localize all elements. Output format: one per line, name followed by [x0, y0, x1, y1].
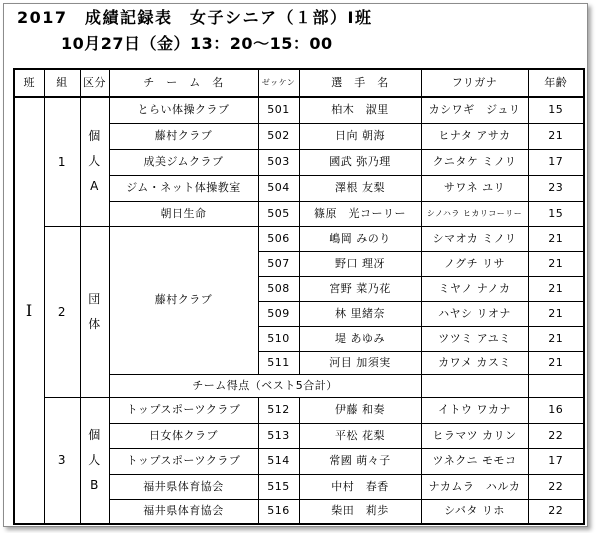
- table-row: [14, 397, 584, 423]
- team-cell: 日女体クラブ: [109, 423, 258, 448]
- age-cell: 23: [528, 175, 584, 201]
- age-cell: 15: [528, 97, 584, 123]
- team-cell: 福井県体育協会: [109, 474, 258, 499]
- zekken-cell: 514: [258, 448, 299, 474]
- header-han: 班: [14, 69, 44, 97]
- athlete-name-cell: 林 里緒奈: [299, 301, 421, 326]
- furigana-cell: ヒラマツ カリン: [421, 423, 528, 448]
- zekken-cell: 516: [258, 499, 299, 524]
- athlete-name-cell: 河目 加須実: [299, 351, 421, 374]
- athlete-name-cell: 日向 朝海: [299, 123, 421, 149]
- zekken-cell: 513: [258, 423, 299, 448]
- age-cell: 22: [528, 499, 584, 524]
- header-kubun: 区分: [80, 69, 109, 97]
- team-cell: とらい体操クラブ: [109, 97, 258, 123]
- kubun-char: 個: [88, 427, 101, 442]
- zekken-cell: 503: [258, 149, 299, 175]
- furigana-cell: サワネ ユリ: [421, 175, 528, 201]
- athlete-name-cell: 篠原 光コーリー: [299, 201, 421, 226]
- furigana-cell: シバタ リホ: [421, 499, 528, 524]
- zekken-cell: 511: [258, 351, 299, 374]
- header-team: チ ー ム 名: [109, 69, 258, 97]
- team-cell: 朝日生命: [109, 201, 258, 226]
- kubun-cell: [80, 226, 109, 397]
- furigana-cell: シマオカ ミノリ: [421, 226, 528, 251]
- kubun-char: A: [90, 179, 99, 194]
- athlete-name-cell: 野口 理冴: [299, 251, 421, 276]
- age-cell: 21: [528, 326, 584, 351]
- zekken-cell: 508: [258, 276, 299, 301]
- athlete-name-cell: 堤 あゆみ: [299, 326, 421, 351]
- table-body: [14, 97, 584, 524]
- kubun-char: 団: [88, 291, 101, 306]
- athlete-name-cell: 平松 花梨: [299, 423, 421, 448]
- athlete-name-cell: 柏木 淑里: [299, 97, 421, 123]
- team-cell: 成美ジムクラブ: [109, 149, 258, 175]
- age-cell: 17: [528, 149, 584, 175]
- furigana-cell: クニタケ ミノリ: [421, 149, 528, 175]
- kubun-cell: [80, 397, 109, 524]
- zekken-cell: 504: [258, 175, 299, 201]
- age-cell: 21: [528, 123, 584, 149]
- event-datetime: 10月27日（金）13：20～15：00: [61, 34, 333, 53]
- header-name: 選 手 名: [299, 69, 421, 97]
- han-cell: Ⅰ: [14, 97, 44, 524]
- page-title: 2017 成績記録表 女子シニア（１部）Ⅰ班: [17, 8, 373, 27]
- age-cell: 21: [528, 301, 584, 326]
- kubun-char: 人: [88, 452, 101, 467]
- kumi-cell: 1: [44, 97, 80, 226]
- zekken-cell: 507: [258, 251, 299, 276]
- header-furigana: フリガナ: [421, 69, 528, 97]
- age-cell: 15: [528, 201, 584, 226]
- zekken-cell: 505: [258, 201, 299, 226]
- kumi-cell: 2: [44, 226, 80, 397]
- team-cell: トップスポーツクラブ: [109, 448, 258, 474]
- zekken-cell: 501: [258, 97, 299, 123]
- team-cell: 福井県体育協会: [109, 499, 258, 524]
- team-cell: トップスポーツクラブ: [109, 397, 258, 423]
- table-row: [14, 226, 584, 251]
- age-cell: 17: [528, 448, 584, 474]
- team-score-label: チーム得点（ベスト5合計）: [109, 374, 421, 397]
- age-cell: 21: [528, 276, 584, 301]
- furigana-cell: ツツミ アユミ: [421, 326, 528, 351]
- zekken-cell: 506: [258, 226, 299, 251]
- kumi-cell: 3: [44, 397, 80, 524]
- furigana-cell: ヒナタ アサカ: [421, 123, 528, 149]
- athlete-name-cell: 常國 萌々子: [299, 448, 421, 474]
- header-zekken: ゼッケン: [258, 69, 299, 97]
- athlete-name-cell: 伊藤 和奏: [299, 397, 421, 423]
- team-cell: ジム・ネット体操教室: [109, 175, 258, 201]
- athlete-name-cell: 中村 春香: [299, 474, 421, 499]
- athlete-name-cell: 國武 弥乃理: [299, 149, 421, 175]
- zekken-cell: 512: [258, 397, 299, 423]
- furigana-cell: ノグチ リサ: [421, 251, 528, 276]
- age-cell: 22: [528, 423, 584, 448]
- header-age: 年齢: [528, 69, 584, 97]
- furigana-cell: ミヤノ ナノカ: [421, 276, 528, 301]
- team-score-furigana-cell: [421, 374, 528, 397]
- furigana-cell: ツネクニ モモコ: [421, 448, 528, 474]
- kubun-char: 人: [88, 154, 101, 169]
- zekken-cell: 509: [258, 301, 299, 326]
- header-row: [14, 69, 584, 97]
- team-cell: 藤村クラブ: [109, 226, 258, 374]
- zekken-cell: 515: [258, 474, 299, 499]
- furigana-cell: ハヤシ リオナ: [421, 301, 528, 326]
- furigana-cell: カシワギ ジュリ: [421, 97, 528, 123]
- kubun-char: B: [90, 477, 99, 492]
- zekken-cell: 510: [258, 326, 299, 351]
- kubun-cell: [80, 97, 109, 226]
- athlete-name-cell: 嶋岡 みのり: [299, 226, 421, 251]
- athlete-name-cell: 柴田 莉歩: [299, 499, 421, 524]
- furigana-cell: カワメ カスミ: [421, 351, 528, 374]
- header-kumi: 組: [44, 69, 80, 97]
- furigana-cell: ナカムラ ハルカ: [421, 474, 528, 499]
- table-row: [14, 97, 584, 123]
- age-cell: 21: [528, 351, 584, 374]
- team-score-value-cell: [528, 374, 584, 397]
- kubun-char: 個: [88, 129, 101, 144]
- table-header: [14, 69, 584, 97]
- age-cell: 21: [528, 251, 584, 276]
- furigana-cell: シノハラ ヒカリコーリー: [421, 201, 528, 226]
- athlete-name-cell: 澤根 友梨: [299, 175, 421, 201]
- team-cell: 藤村クラブ: [109, 123, 258, 149]
- age-cell: 21: [528, 226, 584, 251]
- athlete-name-cell: 宮野 菜乃花: [299, 276, 421, 301]
- age-cell: 16: [528, 397, 584, 423]
- zekken-cell: 502: [258, 123, 299, 149]
- kubun-char: 体: [88, 316, 101, 331]
- results-table: [13, 68, 585, 525]
- furigana-cell: イトウ ワカナ: [421, 397, 528, 423]
- age-cell: 22: [528, 474, 584, 499]
